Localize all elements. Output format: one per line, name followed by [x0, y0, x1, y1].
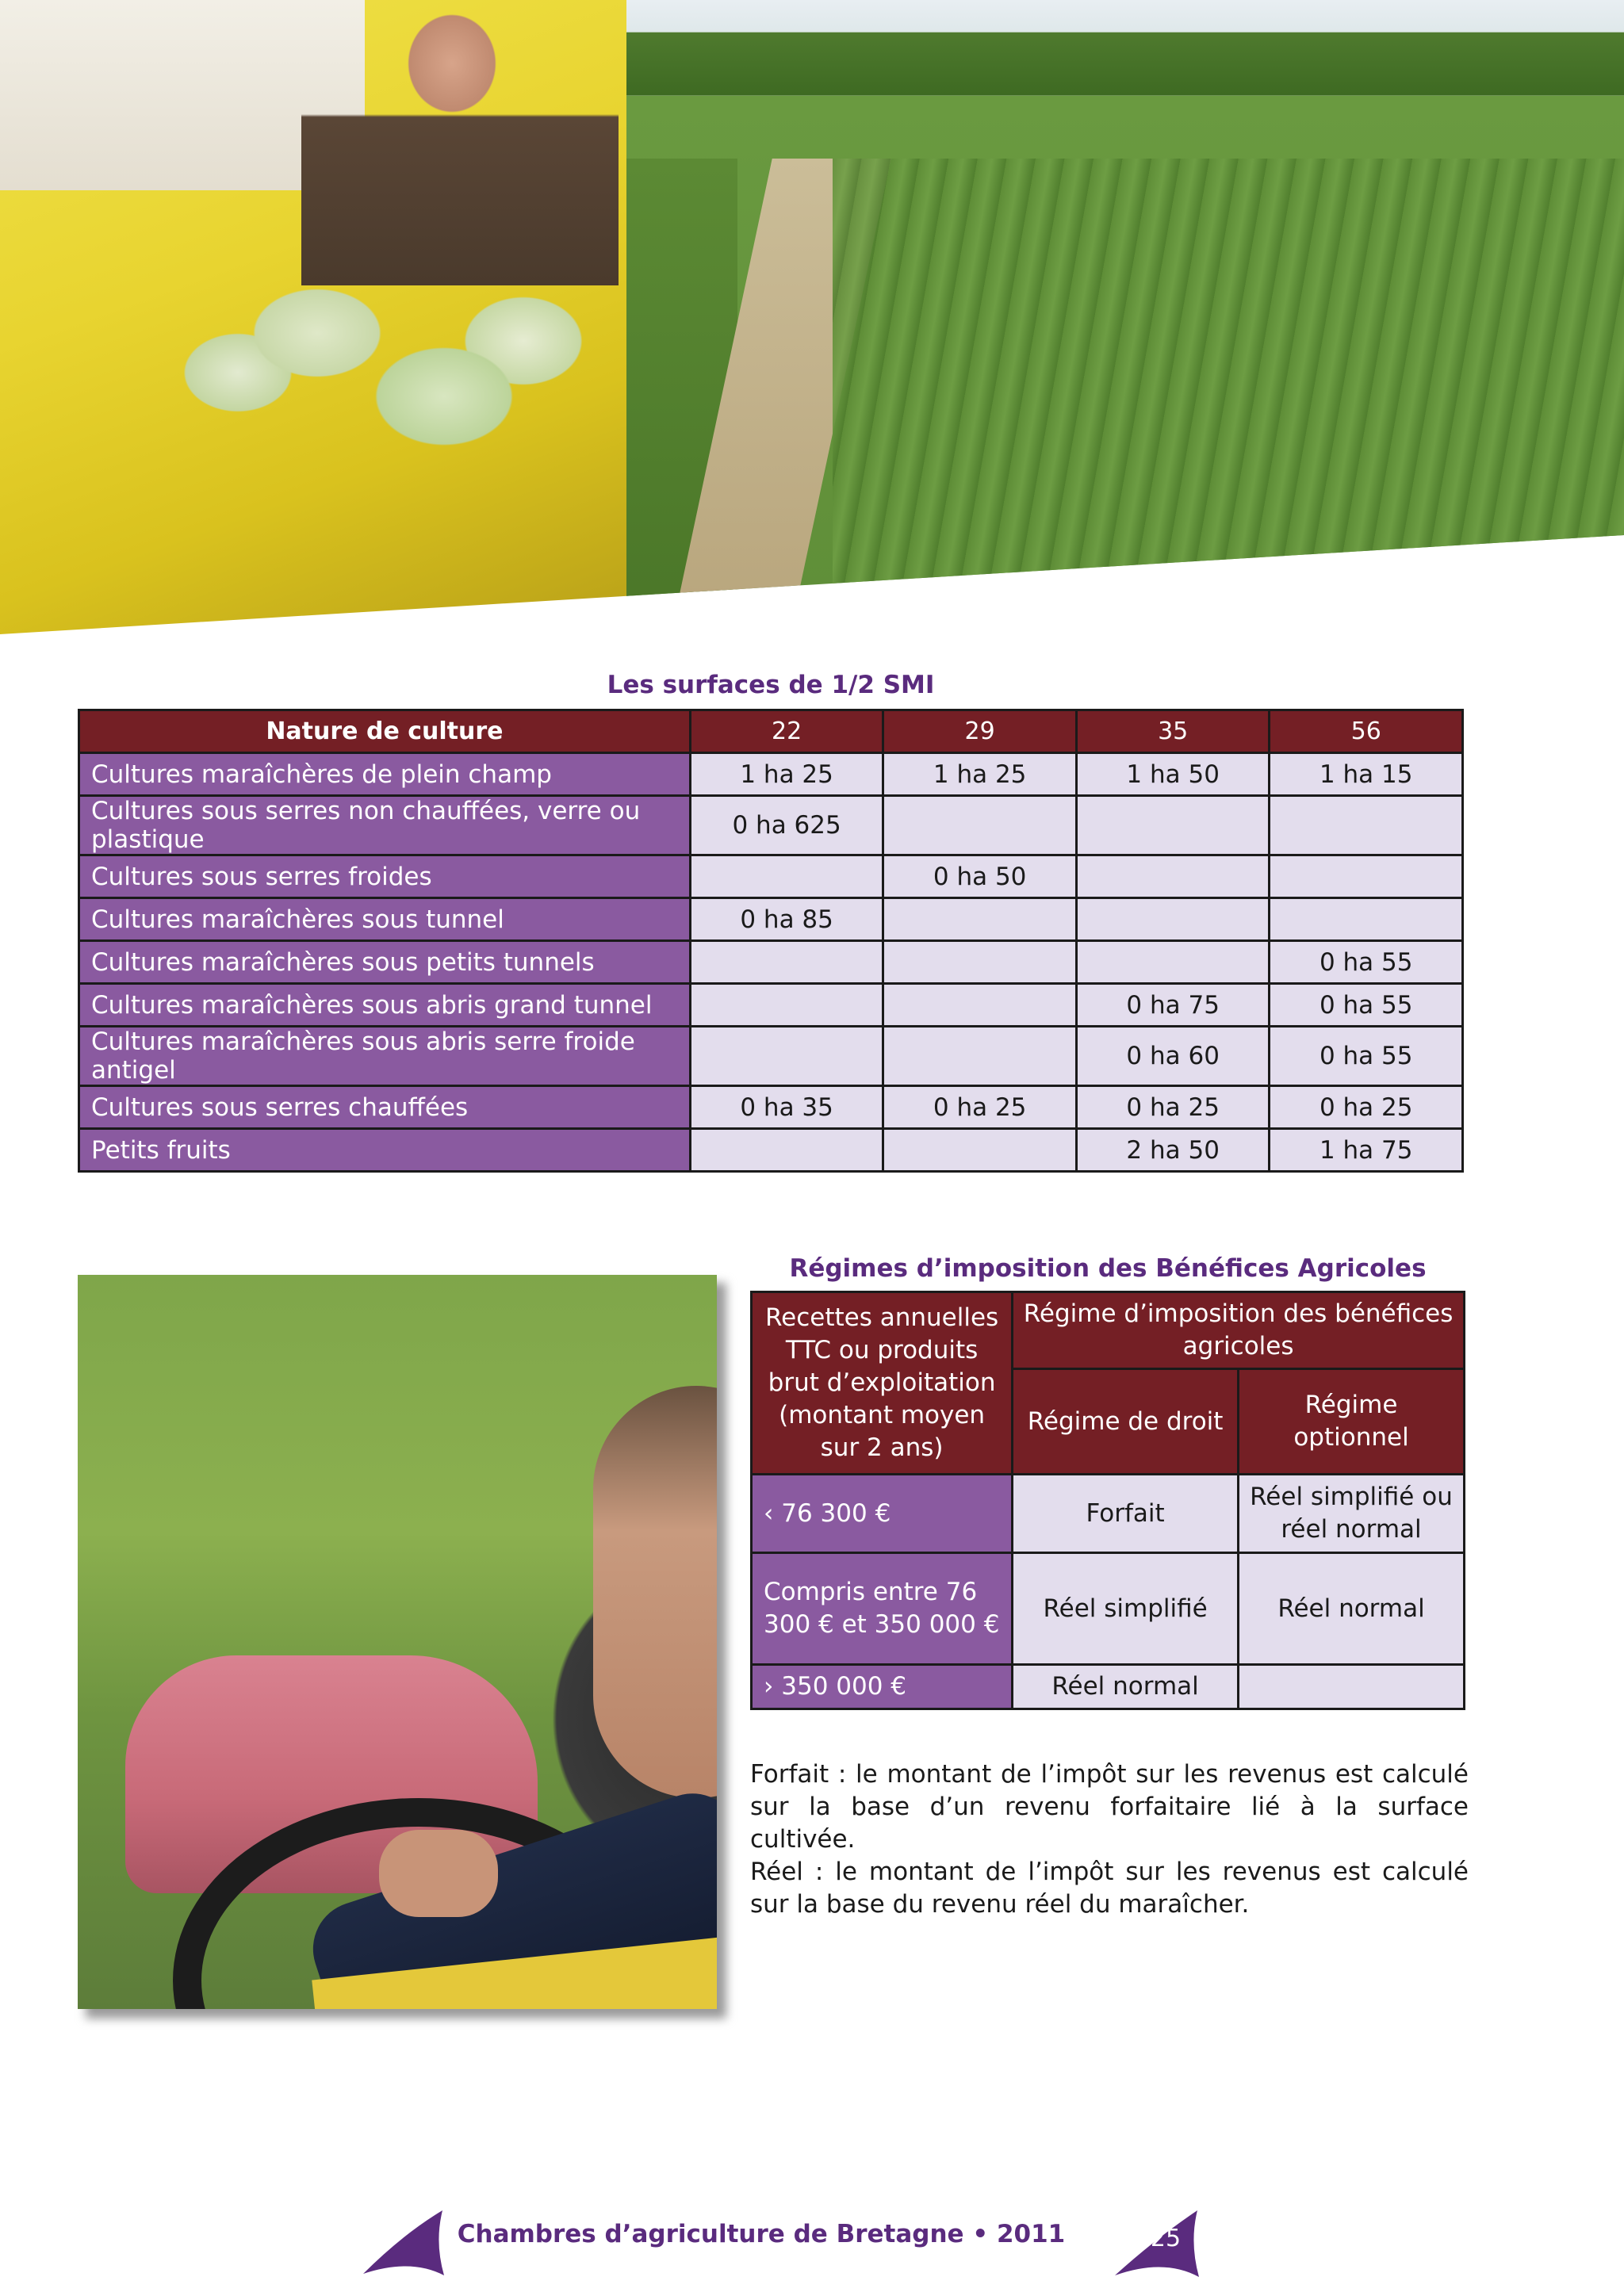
potato-field-photo [626, 0, 1624, 634]
smi-cell: 1 ha 15 [1270, 753, 1463, 796]
smi-cell [690, 1129, 883, 1172]
table-row [752, 1665, 1465, 1709]
table-row [752, 1475, 1465, 1553]
regimes-cell: Réel simplifié [1013, 1553, 1239, 1665]
smi-row-label: Cultures maraîchères sous tunnel [79, 898, 691, 941]
smi-header-label: Nature de culture [79, 710, 691, 753]
smi-cell [690, 984, 883, 1027]
regimes-table-caption: Régimes d’imposition des Bénéfices Agricoles [789, 1254, 1427, 1283]
smi-cell [1076, 941, 1270, 984]
smi-header-col: 56 [1270, 710, 1463, 753]
smi-row-label: Cultures sous serres froides [79, 855, 691, 898]
table-row [79, 753, 1463, 796]
regimes-row-label: Compris entre 76 300 € et 350 000 € [752, 1553, 1013, 1665]
smi-cell [1076, 855, 1270, 898]
regimes-header-group: Régime d’imposition des bénéfices agricoles [1013, 1292, 1465, 1369]
smi-header-col: 22 [690, 710, 883, 753]
regimes-cell: Réel normal [1013, 1665, 1239, 1709]
smi-cell: 0 ha 75 [1076, 984, 1270, 1027]
page-number: 25 [1150, 2225, 1182, 2252]
table-row [79, 984, 1463, 1027]
regimes-cell [1239, 1665, 1465, 1709]
smi-cell: 0 ha 55 [1270, 1027, 1463, 1086]
smi-cell [690, 855, 883, 898]
regimes-header-optionnel: Régime optionnel [1239, 1369, 1465, 1475]
smi-cell: 0 ha 25 [1270, 1086, 1463, 1129]
regimes-cell: Forfait [1013, 1475, 1239, 1553]
smi-cell: 1 ha 75 [1270, 1129, 1463, 1172]
smi-cell [883, 941, 1077, 984]
smi-header-col: 29 [883, 710, 1077, 753]
regimes-row-label: › 350 000 € [752, 1665, 1013, 1709]
smi-cell [1076, 898, 1270, 941]
smi-cell: 2 ha 50 [1076, 1129, 1270, 1172]
smi-cell: 0 ha 60 [1076, 1027, 1270, 1086]
smi-row-label: Cultures sous serres non chauffées, verre ou plastique [79, 796, 691, 855]
table-row [79, 898, 1463, 941]
smi-cell: 0 ha 85 [690, 898, 883, 941]
smi-row-label: Cultures maraîchères de plein champ [79, 753, 691, 796]
smi-row-label: Cultures sous serres chauffées [79, 1086, 691, 1129]
smi-cell [883, 1129, 1077, 1172]
smi-cell [883, 984, 1077, 1027]
regimes-row-label: ‹ 76 300 € [752, 1475, 1013, 1553]
table-row [79, 1027, 1463, 1086]
note-reel: Réel : le montant de l’impôt sur les revenus est calculé sur la base du revenu réel du maraîcher. [750, 1858, 1469, 1919]
regimes-header-recettes: Recettes annuelles TTC ou produits brut d’exploitation (montant moyen sur 2 ans) [752, 1292, 1013, 1475]
smi-cell: 1 ha 25 [883, 753, 1077, 796]
smi-cell: 0 ha 50 [883, 855, 1077, 898]
table-row [752, 1553, 1465, 1665]
smi-cell: 0 ha 55 [1270, 984, 1463, 1027]
regimes-cell: Réel normal [1239, 1553, 1465, 1665]
table-row [79, 941, 1463, 984]
smi-row-label: Cultures maraîchères sous abris grand tunnel [79, 984, 691, 1027]
smi-cell: 0 ha 25 [1076, 1086, 1270, 1129]
smi-table [78, 709, 1464, 1173]
table-row [79, 1129, 1463, 1172]
smi-cell: 0 ha 625 [690, 796, 883, 855]
smi-table-caption: Les surfaces de 1/2 SMI [607, 671, 935, 699]
smi-cell [1270, 898, 1463, 941]
regimes-table [750, 1291, 1465, 1710]
smi-row-label: Petits fruits [79, 1129, 691, 1172]
top-photo-banner [0, 0, 1624, 634]
smi-header-col: 35 [1076, 710, 1270, 753]
footer-title: Chambres d’agriculture de Bretagne • 2011 [457, 2220, 1066, 2248]
smi-cell [1076, 796, 1270, 855]
smi-cell [690, 941, 883, 984]
smi-cell: 0 ha 35 [690, 1086, 883, 1129]
note-forfait: Forfait : le montant de l’impôt sur les revenus est calculé sur la base d’un revenu forfaitaire lié à la surface cultivée. [750, 1760, 1469, 1854]
smi-cell: 0 ha 55 [1270, 941, 1463, 984]
smi-cell [1270, 796, 1463, 855]
smi-cell [883, 796, 1077, 855]
tractor-driver-photo [78, 1275, 717, 2009]
smi-header-row [79, 710, 1463, 753]
regimes-header-droit: Régime de droit [1013, 1369, 1239, 1475]
smi-cell [883, 898, 1077, 941]
table-row [79, 1086, 1463, 1129]
smi-row-label: Cultures maraîchères sous abris serre froide antigel [79, 1027, 691, 1086]
lettuce-crate-photo [0, 0, 626, 634]
smi-cell: 1 ha 25 [690, 753, 883, 796]
smi-cell [690, 1027, 883, 1086]
smi-cell: 0 ha 25 [883, 1086, 1077, 1129]
table-row [79, 796, 1463, 855]
regimes-cell: Réel simplifié ou réel normal [1239, 1475, 1465, 1553]
smi-cell [883, 1027, 1077, 1086]
smi-cell [1270, 855, 1463, 898]
smi-cell: 1 ha 50 [1076, 753, 1270, 796]
table-row [79, 855, 1463, 898]
smi-row-label: Cultures maraîchères sous petits tunnels [79, 941, 691, 984]
definitions-notes [750, 1758, 1469, 1921]
